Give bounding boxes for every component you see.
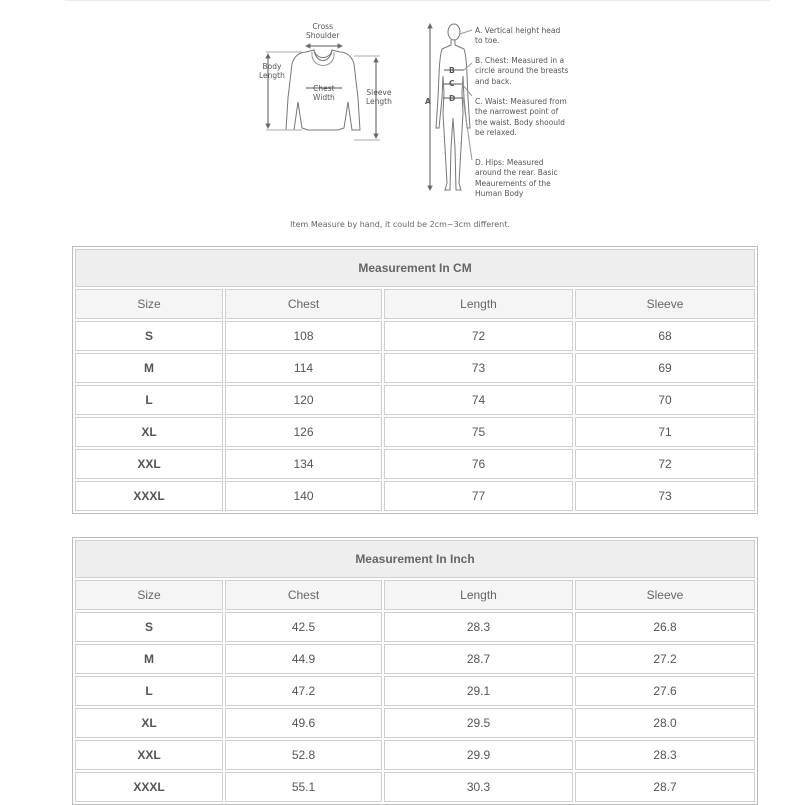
column-header: Sleeve: [575, 289, 755, 319]
cross-shoulder-label: Cross Shoulder: [306, 22, 340, 40]
chest-cell: 55.1: [225, 772, 382, 802]
table-row: [75, 676, 755, 706]
size-cell: XXXL: [75, 772, 223, 802]
size-cell: L: [75, 385, 223, 415]
chest-cell: 47.2: [225, 676, 382, 706]
size-cell: L: [75, 676, 223, 706]
sleeve-cell: 72: [575, 449, 755, 479]
body-length-label: Body Length: [259, 62, 285, 80]
measurement-diagram: [250, 18, 580, 208]
human-figure-icon: [436, 24, 470, 190]
table-row: [75, 321, 755, 351]
table-row: [75, 772, 755, 802]
column-header: Length: [384, 289, 573, 319]
chest-cell: 42.5: [225, 612, 382, 642]
chest-cell: 114: [225, 353, 382, 383]
definition-b: B. Chest: Measured in a circle around the breasts and back.: [475, 56, 569, 86]
definition-a: A. Vertical height head to toe.: [475, 26, 561, 46]
length-cell: 76: [384, 449, 573, 479]
length-cell: 28.7: [384, 644, 573, 674]
length-cell: 74: [384, 385, 573, 415]
sleeve-cell: 28.3: [575, 740, 755, 770]
size-cell: XXL: [75, 740, 223, 770]
size-table-inch: [72, 537, 758, 805]
table-row: [75, 644, 755, 674]
sleeve-cell: 27.6: [575, 676, 755, 706]
length-cell: 75: [384, 417, 573, 447]
table-header-row: [75, 580, 755, 610]
sleeve-cell: 73: [575, 481, 755, 511]
marker-c: C: [449, 79, 455, 88]
chest-cell: 134: [225, 449, 382, 479]
sleeve-cell: 26.8: [575, 612, 755, 642]
length-cell: 72: [384, 321, 573, 351]
table-title: Measurement In Inch: [75, 540, 755, 578]
length-cell: 30.3: [384, 772, 573, 802]
length-cell: 73: [384, 353, 573, 383]
sleeve-cell: 28.7: [575, 772, 755, 802]
length-cell: 77: [384, 481, 573, 511]
sleeve-cell: 71: [575, 417, 755, 447]
chest-cell: 49.6: [225, 708, 382, 738]
table-row: [75, 481, 755, 511]
length-cell: 29.9: [384, 740, 573, 770]
table-title: Measurement In CM: [75, 249, 755, 287]
sleeve-cell: 70: [575, 385, 755, 415]
length-cell: 29.5: [384, 708, 573, 738]
measurement-note: Item Measure by hand, it could be 2cm~3cm different.: [290, 220, 510, 229]
column-header: Chest: [225, 289, 382, 319]
chest-cell: 44.9: [225, 644, 382, 674]
chest-cell: 126: [225, 417, 382, 447]
size-cell: XL: [75, 417, 223, 447]
chest-cell: 140: [225, 481, 382, 511]
column-header: Sleeve: [575, 580, 755, 610]
chest-width-label: Chest Width: [313, 84, 335, 102]
length-cell: 29.1: [384, 676, 573, 706]
size-cell: XXXL: [75, 481, 223, 511]
sleeve-cell: 27.2: [575, 644, 755, 674]
column-header: Chest: [225, 580, 382, 610]
sleeve-cell: 69: [575, 353, 755, 383]
size-cell: XXL: [75, 449, 223, 479]
sleeve-cell: 28.0: [575, 708, 755, 738]
column-header: Size: [75, 289, 223, 319]
top-divider: [65, 0, 770, 4]
size-table-cm: [72, 246, 758, 514]
definition-c: C. Waist: Measured from the narrowest point of the waist. Body shoould be relaxed.: [475, 97, 567, 137]
table-row: [75, 449, 755, 479]
size-cell: S: [75, 321, 223, 351]
marker-d: D: [449, 94, 456, 103]
table-header-row: [75, 289, 755, 319]
size-cell: M: [75, 644, 223, 674]
sleeve-length-label: Sleeve Length: [366, 88, 392, 106]
column-header: Size: [75, 580, 223, 610]
size-cell: XL: [75, 708, 223, 738]
table-row: [75, 385, 755, 415]
table-row: [75, 708, 755, 738]
table-row: [75, 417, 755, 447]
column-header: Length: [384, 580, 573, 610]
marker-b: B: [449, 66, 455, 75]
definition-d: D. Hips: Measured around the rear. Basic Meaurements of the Human Body: [475, 158, 558, 198]
length-cell: 28.3: [384, 612, 573, 642]
table-row: [75, 612, 755, 642]
chest-cell: 52.8: [225, 740, 382, 770]
chest-cell: 120: [225, 385, 382, 415]
size-cell: S: [75, 612, 223, 642]
size-cell: M: [75, 353, 223, 383]
chest-cell: 108: [225, 321, 382, 351]
table-row: [75, 353, 755, 383]
sleeve-cell: 68: [575, 321, 755, 351]
marker-a: A: [425, 97, 431, 106]
table-row: [75, 740, 755, 770]
